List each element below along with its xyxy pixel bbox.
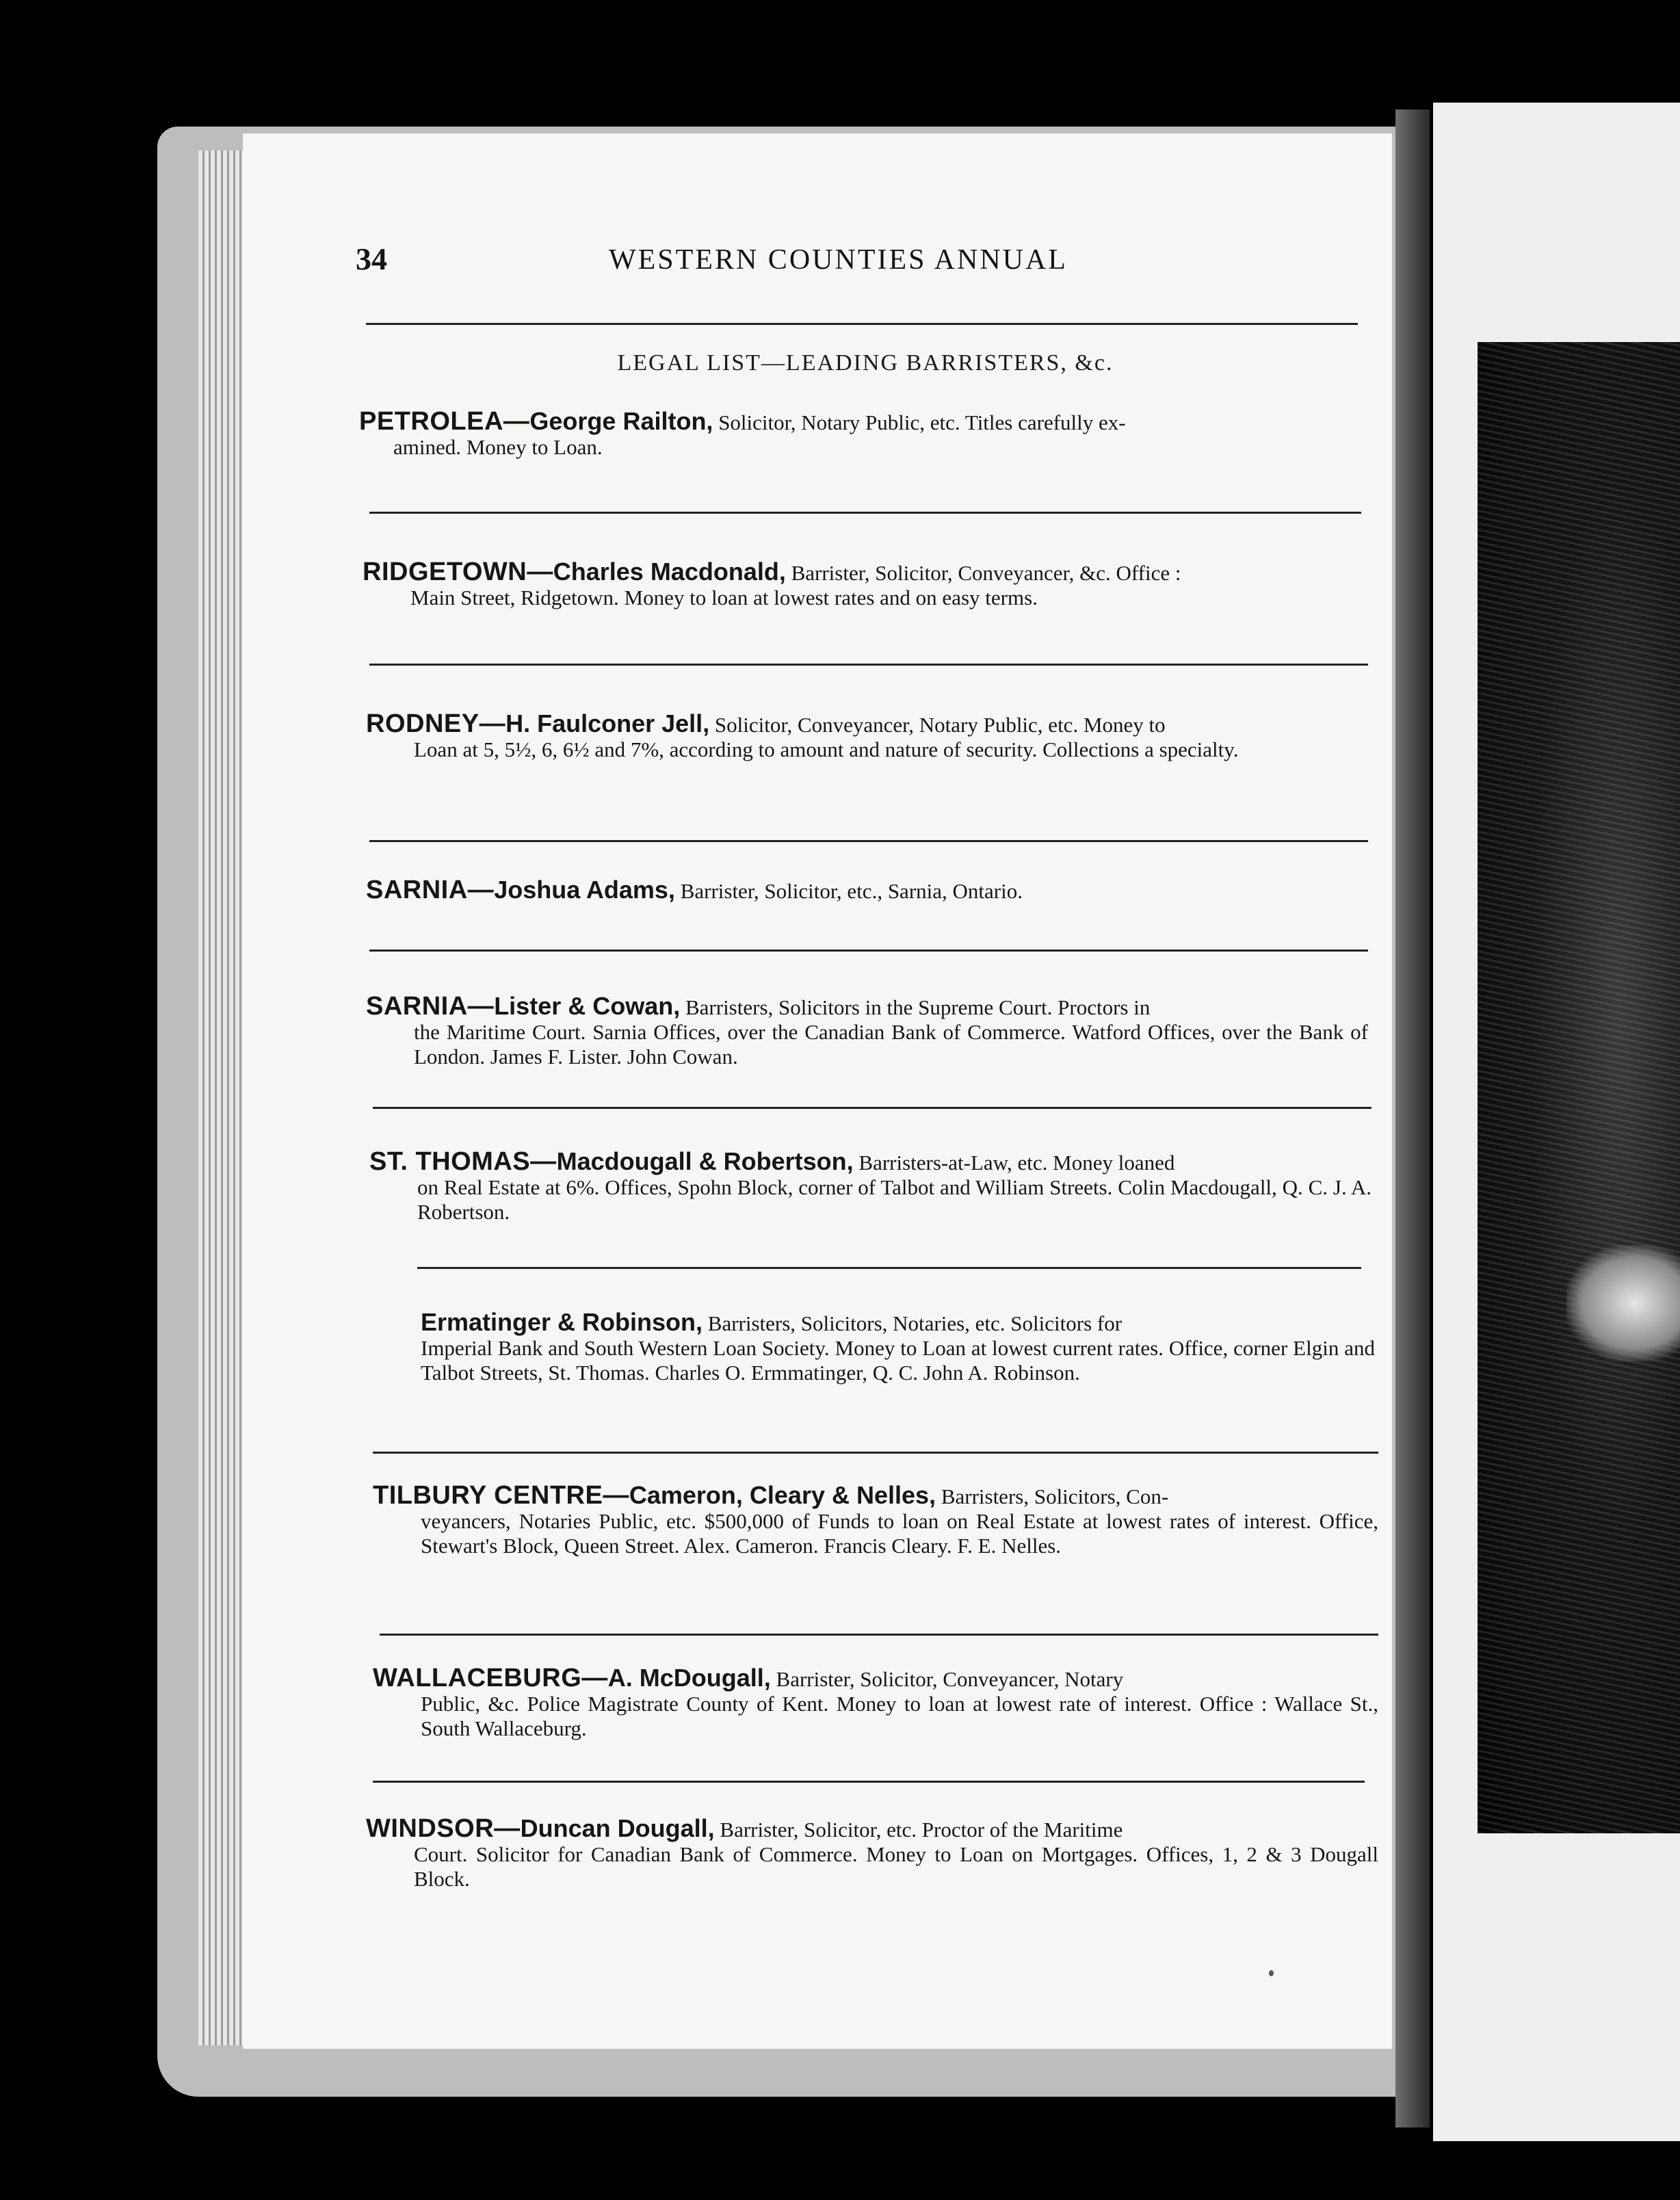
entry-name: Joshua Adams, [494, 876, 675, 904]
ink-speck [1269, 1970, 1274, 1976]
directory-entry [369, 1149, 1371, 1225]
page-number: 34 [356, 241, 387, 276]
entry-name: Macdougall & Robertson, [556, 1147, 854, 1175]
running-title: WESTERN COUNTIES ANNUAL [609, 244, 1068, 276]
book-gutter [1395, 109, 1430, 2127]
entry-place: RODNEY— [366, 709, 506, 738]
engraving-highlight [1566, 1245, 1680, 1361]
entry-divider [373, 1781, 1365, 1783]
entry-first-line: Barristers-at-Law, etc. Money loaned [853, 1151, 1175, 1175]
entry-body: the Maritime Court. Sarnia Offices, over the Canadian Bank of Commerce. Watford Offices, over the Bank of London. James F. Lister. John Cowan. [414, 1020, 1368, 1069]
directory-entry [363, 560, 1361, 610]
entry-name: Ermatinger & Robinson, [421, 1308, 703, 1336]
entry-divider [373, 1452, 1378, 1454]
entry-first-line: Barristers, Solicitors, Notaries, etc. Solicitors for [703, 1311, 1123, 1335]
entry-first-line: Barrister, Solicitor, Conveyancer, Notary [770, 1667, 1124, 1691]
entry-divider [417, 1267, 1361, 1269]
entry-body: Loan at 5, 5½, 6, 6½ and 7%, according to amount and nature of security. Collections a specialty. [414, 737, 1239, 761]
entry-body: Imperial Bank and South Western Loan Society. Money to Loan at lowest current rates. Office, corner Elgin and Talbot Streets, St. Thomas. Charles O. Ermmatinger, Q. C. John A. Robinson. [421, 1336, 1375, 1385]
entry-first-line: Solicitor, Notary Public, etc. Titles carefully ex- [713, 410, 1126, 434]
directory-entry [373, 1483, 1378, 1558]
section-title: LEGAL LIST—LEADING BARRISTERS, &c. [617, 350, 1114, 376]
entry-body: veyancers, Notaries Public, etc. $500,000 of Funds to loan on Real Estate at lowest rates of interest. Office, Stewart's Block, Queen Street. Alex. Cameron. Francis Cleary. F. E. Nelles. [421, 1509, 1378, 1558]
entry-place: SARNIA— [366, 876, 495, 904]
entry-name: Duncan Dougall, [520, 1814, 715, 1842]
entry-divider [369, 664, 1368, 666]
entry-first-line: Barrister, Solicitor, Conveyancer, &c. Office : [785, 561, 1181, 585]
entry-body: amined. Money to Loan. [393, 435, 603, 459]
directory-entry [421, 1310, 1375, 1385]
directory-entry [359, 409, 1365, 460]
directory-entry [366, 878, 1368, 904]
directory-entry [366, 711, 1368, 762]
entry-first-line: Solicitor, Conveyancer, Notary Public, etc. Money to [709, 713, 1166, 737]
directory-entry [366, 1816, 1378, 1891]
directory-entry [373, 1666, 1378, 1741]
header-rule [366, 323, 1358, 325]
entry-place: RIDGETOWN— [363, 558, 553, 586]
entry-place: ST. THOMAS— [369, 1147, 557, 1176]
entry-place: PETROLEA— [359, 407, 530, 436]
entry-place: SARNIA— [366, 992, 495, 1021]
entry-first-line: Barristers, Solicitors in the Supreme Court. Proctors in [680, 995, 1151, 1019]
entry-name: H. Faulconer Jell, [506, 709, 710, 737]
entry-divider [373, 1107, 1371, 1109]
entry-first-line: Barrister, Solicitor, etc. Proctor of the Maritime [714, 1818, 1123, 1842]
directory-entry [366, 994, 1368, 1069]
entry-body: on Real Estate at 6%. Offices, Spohn Block, corner of Talbot and William Streets. Colin Macdougall, Q. C. J. A. Robertson. [417, 1175, 1371, 1224]
entry-name: Lister & Cowan, [494, 992, 681, 1020]
entry-body: Public, &c. Police Magistrate County of Kent. Money to loan at lowest rate of interest. Office : Wallace St., South Wallaceburg. [421, 1692, 1378, 1740]
entry-place: TILBURY CENTRE— [373, 1481, 629, 1510]
entry-divider [369, 512, 1361, 514]
entry-name: Charles Macdonald, [553, 558, 786, 586]
entry-first-line: Barristers, Solicitors, Con- [936, 1484, 1169, 1508]
entry-divider [369, 840, 1368, 842]
entry-divider [369, 950, 1368, 952]
entry-name: Cameron, Cleary & Nelles, [629, 1481, 936, 1509]
entry-place: WINDSOR— [366, 1814, 521, 1843]
entry-divider [380, 1634, 1378, 1636]
entry-body: Court. Solicitor for Canadian Bank of Commerce. Money to Loan on Mortgages. Offices, 1, 2 & 3 Dougall Block. [414, 1842, 1378, 1891]
entry-body: Main Street, Ridgetown. Money to loan at lowest rates and on easy terms. [410, 586, 1038, 610]
engraving-illustration [1478, 342, 1680, 1833]
running-header [356, 241, 1375, 289]
entry-place: WALLACEBURG— [373, 1664, 608, 1692]
entry-name: George Railton, [529, 407, 713, 435]
page-edges [198, 150, 246, 2045]
entry-first-line: Barrister, Solicitor, etc., Sarnia, Ontario. [674, 879, 1023, 903]
entry-name: A. McDougall, [607, 1664, 771, 1692]
